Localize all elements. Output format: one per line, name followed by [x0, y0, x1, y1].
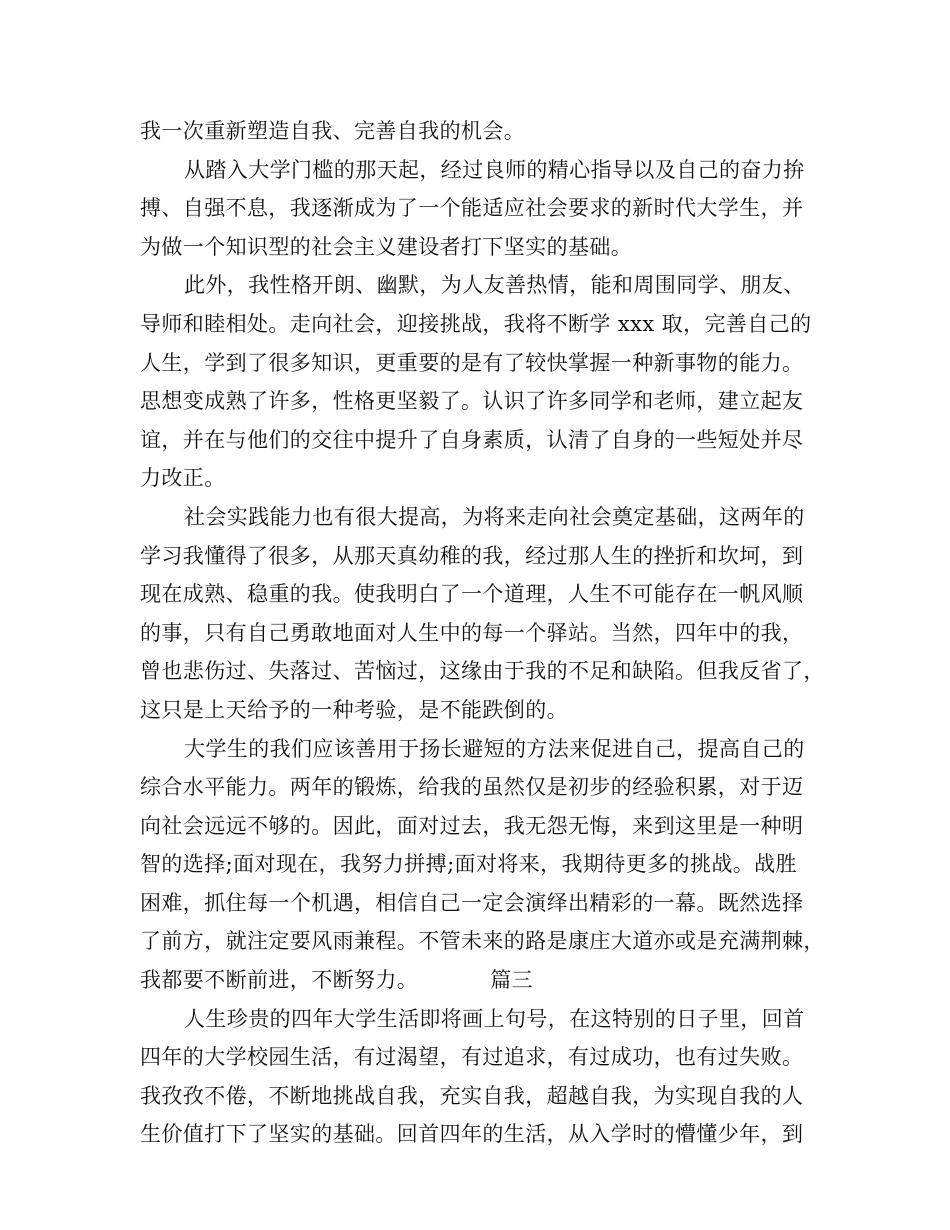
- line-text: 力改正。: [140, 466, 226, 491]
- body-text: [140, 112, 830, 1154]
- text-line: [140, 922, 830, 961]
- text-line: [140, 1115, 830, 1154]
- line-text: 导师和睦相处。走向社会，迎接挑战，我将不断学 xxx 取，完善自己的: [140, 311, 812, 336]
- line-text: 搏、自强不息，我逐渐成为了一个能适应社会要求的新时代大学生，并: [140, 196, 804, 221]
- line-text: 为做一个知识型的社会主义建设者打下坚实的基础。: [140, 234, 633, 259]
- line-text: 社会实践能力也有很大提高，为将来走向社会奠定基础，这两年的: [184, 504, 805, 529]
- text-line: [140, 382, 830, 421]
- paragraph-first-line: [140, 498, 830, 537]
- text-line: [140, 228, 830, 267]
- text-line: [140, 344, 830, 383]
- line-text: 我一次重新塑造自我、完善自我的机会。: [140, 119, 526, 143]
- line-text: 四年的大学校园生活，有过渴望，有过追求，有过成功，也有过失败。: [140, 1045, 804, 1070]
- line-text: 这只是上天给予的一种考验，是不能跌倒的。: [140, 697, 568, 722]
- text-line: [140, 884, 830, 923]
- text-line: [140, 575, 830, 614]
- line-text: 现在成熟、稳重的我。使我明白了一个道理，人生不可能存在一帆风顺: [140, 582, 804, 607]
- line-text: 大学生的我们应该善用于扬长避短的方法来促进自己，提高自己的: [184, 736, 805, 761]
- paragraph-first-line: [140, 266, 830, 305]
- line-text: 从踏入大学门槛的那天起，经过良师的精心指导以及自己的奋力拚: [184, 157, 805, 182]
- line-text: 此外，我性格开朗、幽默，为人友善热情，能和周围同学、朋友、: [184, 273, 805, 298]
- line-text: 思想变成熟了许多，性格更坚毅了。认识了许多同学和老师，建立起友: [140, 389, 804, 414]
- line-text: 我孜孜不倦，不断地挑战自我，充实自我，超越自我，为实现自我的人: [140, 1083, 804, 1108]
- line-text: 智的选择;面对现在，我努力拼搏;面对将来，我期待更多的挑战。战胜: [140, 852, 797, 877]
- paragraph-first-line: [140, 1000, 830, 1039]
- text-line: [140, 691, 830, 730]
- line-text: 了前方，就注定要风雨兼程。不管未来的路是康庄大道亦或是充满荆棘，: [140, 929, 825, 954]
- text-line: [140, 807, 830, 846]
- text-line: [140, 537, 830, 576]
- line-text: 人生珍贵的四年大学生活即将画上句号，在这特别的日子里，回首: [184, 1006, 805, 1031]
- paragraph-first-line: [140, 151, 830, 190]
- text-line: [140, 768, 830, 807]
- text-line: [140, 614, 830, 653]
- text-line: [140, 1038, 830, 1077]
- text-line: [140, 189, 830, 228]
- text-line: [140, 652, 830, 691]
- line-text: 的事，只有自己勇敢地面对人生中的每一个驿站。当然，四年中的我，: [140, 620, 804, 645]
- text-line: [140, 112, 830, 151]
- line-text: 综合水平能力。两年的锻炼，给我的虽然仅是初步的经验积累，对于迈: [140, 775, 804, 800]
- line-text: 曾也悲伤过、失落过、苦恼过，这缘由于我的不足和缺陷。但我反省了，: [140, 659, 825, 684]
- line-text: 我都要不断前进，不断努力。: [140, 968, 419, 993]
- line-text: 困难，抓住每一个机遇，相信自己一定会演绎出精彩的一幕。既然选择: [140, 890, 804, 915]
- text-line: [140, 845, 830, 884]
- line-text: 学习我懂得了很多，从那天真幼稚的我，经过那人生的挫折和坎坷，到: [140, 543, 804, 568]
- text-line: [140, 1077, 830, 1116]
- line-text: 谊，并在与他们的交往中提升了自身素质，认清了自身的一些短处并尽: [140, 427, 804, 452]
- paragraph-first-line: [140, 730, 830, 769]
- line-text: 向社会远远不够的。因此，面对过去，我无怨无悔，来到这里是一种明: [140, 813, 804, 838]
- text-line: [140, 961, 830, 1000]
- line-text: 生价值打下了坚实的基础。回首四年的生活，从入学时的懵懂少年，到: [140, 1122, 804, 1147]
- text-line: [140, 305, 830, 344]
- text-line: [140, 421, 830, 460]
- line-text: 人生，学到了很多知识，更重要的是有了较快掌握一种新事物的能力。: [140, 350, 804, 375]
- section-heading: 篇三: [490, 968, 534, 993]
- text-line: [140, 459, 830, 498]
